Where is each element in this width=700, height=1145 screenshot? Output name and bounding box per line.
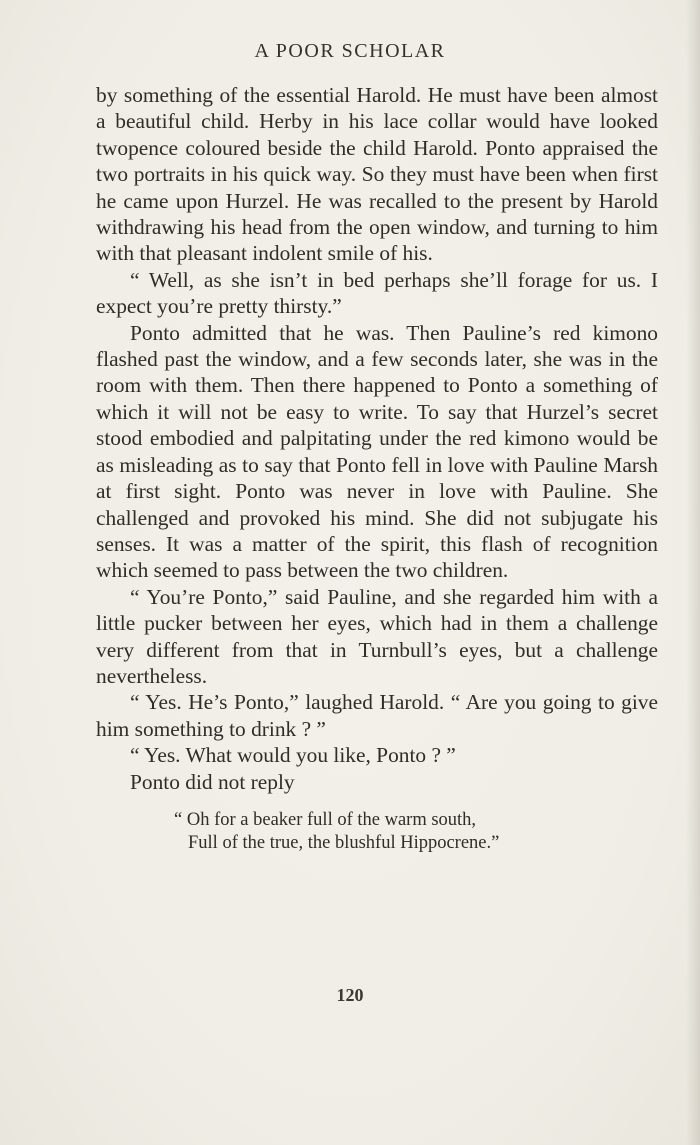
page-edge-shadow bbox=[686, 0, 700, 1145]
paragraph-harold-forage: “ Well, as she isn’t in bed perhaps she’ll forage for us. I expect you’re pretty thirsty.” bbox=[96, 267, 658, 319]
body-text bbox=[96, 82, 658, 855]
paragraph-pauline-enters: Ponto admitted that he was. Then Pauline’s red kimono flashed past the window, and a few seconds later, she was in the room with them. Then there happened to Ponto a something of which it will not be easy to write. To say that Hurzel’s secret stood embodied and palpitating under the red kimono would be as misleading as to say that Ponto fell in love with Pauline Marsh at first sight. Ponto was never in love with Pauline. She challenged and provoked his mind. She did not subjugate his senses. It was a matter of the spirit, this flash of recognition which seemed to pass between the two children. bbox=[96, 320, 658, 583]
paragraph-yes-hes-ponto: “ Yes. He’s Ponto,” laughed Harold. “ Are you going to give him something to drink ? ” bbox=[96, 690, 658, 741]
paragraph-ponto-did-not-reply: Ponto did not reply bbox=[130, 769, 295, 794]
verse-quote bbox=[96, 809, 658, 855]
running-head: A POOR SCHOLAR bbox=[254, 40, 446, 62]
paragraph-what-would-you-like: “ Yes. What would you like, Ponto ? ” bbox=[130, 743, 456, 768]
paragraph-continuation: by something of the essential Harold. He must have been almost a beautiful child. Herby in his lace collar would have looked twopence coloured beside the child Harold. Ponto appraised the two portraits in his quick way. So they must have been when first he came upon Hurzel. He was recalled to the present by Harold withdrawing his head from the open window, and turning to him with that pleasant indolent smile of his. bbox=[96, 83, 658, 266]
paragraph-youre-ponto: “ You’re Ponto,” said Pauline, and she regarded him with a little pucker between her eyes, which had in them a challenge very different from that in Turnbull’s eyes, but a challenge nevertheless. bbox=[96, 584, 658, 688]
verse-line-2: Full of the true, the blushful Hippocrene.” bbox=[188, 832, 500, 853]
verse-line-1: “ Oh for a beaker full of the warm south, bbox=[174, 809, 477, 830]
page-number: 120 bbox=[336, 985, 364, 1005]
